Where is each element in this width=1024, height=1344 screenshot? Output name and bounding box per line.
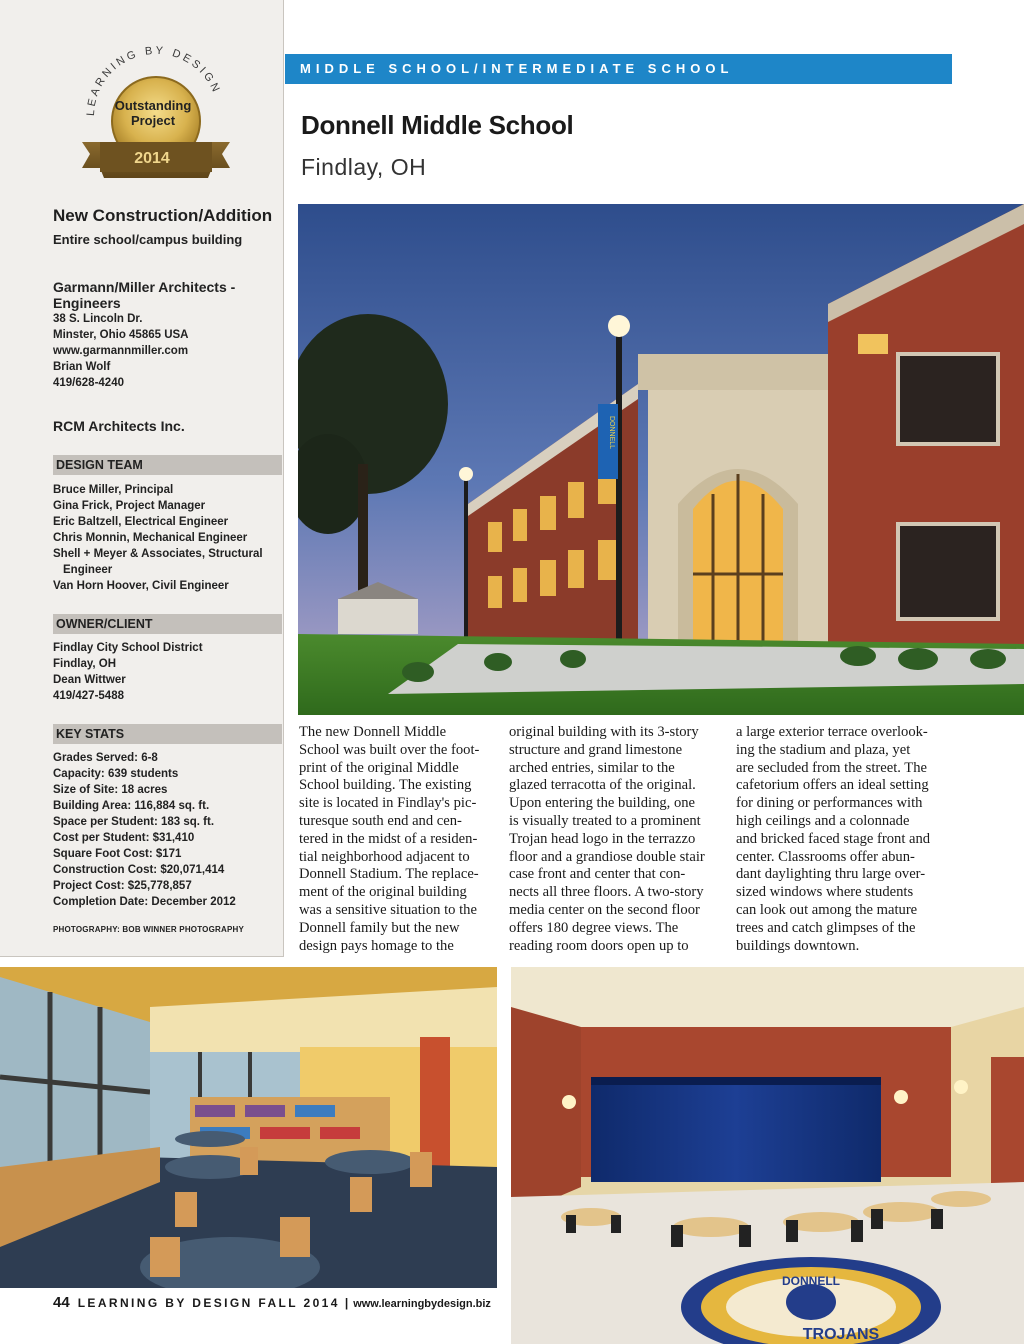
owner-line: Findlay, OH bbox=[53, 658, 117, 670]
key-stat: Cost per Student: $31,410 bbox=[53, 832, 195, 844]
second-firm-name: RCM Architects Inc. bbox=[53, 418, 185, 434]
badge-label-line1: Outstanding bbox=[114, 98, 192, 113]
floor-logo-text-top: DONNELL bbox=[782, 1274, 840, 1288]
architect-address: 38 S. Lincoln Dr. bbox=[53, 313, 143, 325]
owner-line: Dean Wittwer bbox=[53, 674, 126, 686]
page-subtitle-location: Findlay, OH bbox=[301, 154, 427, 180]
second-firm bbox=[53, 418, 281, 434]
owner-client-heading: OWNER/CLIENT bbox=[53, 614, 282, 634]
key-stat: Grades Served: 6-8 bbox=[53, 752, 158, 764]
key-stat: Building Area: 116,884 sq. ft. bbox=[53, 800, 210, 812]
cafetorium-photo bbox=[511, 967, 1024, 1344]
subcategory-label: Entire school/campus building bbox=[53, 232, 243, 247]
library-photo bbox=[0, 967, 497, 1288]
design-team-member: Van Horn Hoover, Civil Engineer bbox=[53, 580, 229, 592]
architect-info bbox=[53, 279, 281, 391]
design-team-member: Eric Baltzell, Electrical Engineer bbox=[53, 516, 229, 528]
architect-phone: 419/628-4240 bbox=[53, 377, 124, 389]
architect-website: www.garmannmiller.com bbox=[53, 345, 189, 357]
design-team-member: Shell + Meyer & Associates, Structural bbox=[53, 548, 263, 560]
article-column-1: The new Donnell Middle School was built over the foot- print of the original Middle School building. The existing site is located in Findlay's pic- turesque south end and cen- tered in the midst of a residen- tial neighborhood adjacent to Donnell Stadium. The replace- ment of the original building was a sensitive situation to the Donnell family but the new design pays homage to the bbox=[299, 724, 480, 954]
architect-name-line2: Engineers bbox=[53, 295, 121, 311]
category-banner: MIDDLE SCHOOL/INTERMEDIATE SCHOOL bbox=[285, 54, 952, 84]
design-team-list bbox=[53, 482, 281, 594]
key-stat: Size of Site: 18 acres bbox=[53, 784, 168, 796]
key-stat: Construction Cost: $20,071,414 bbox=[53, 864, 225, 876]
key-stats-heading: KEY STATS bbox=[53, 724, 282, 744]
key-stat: Capacity: 639 students bbox=[53, 768, 179, 780]
outstanding-project-badge bbox=[70, 36, 240, 186]
key-stats-list bbox=[53, 750, 281, 910]
photo-credit: PHOTOGRAPHY: BOB WINNER PHOTOGRAPHY bbox=[53, 925, 245, 934]
page-number: 44 bbox=[53, 1294, 70, 1311]
architect-city: Minster, Ohio 45865 USA bbox=[53, 329, 189, 341]
design-team-member: Gina Frick, Project Manager bbox=[53, 500, 206, 512]
article-column-2: original building with its 3-story structure and grand limestone arched entries, similar to the glazed terracotta of the original. Upon entering the building, one is visually treated to a prominent Trojan head logo in the terrazzo floor and a grandiose double stair case front and center that con- nects all three floors. A two-story media center on the second floor offers 180 degree views. The reading room doors open up to bbox=[509, 724, 705, 954]
footer-separator: | bbox=[344, 1296, 349, 1310]
magazine-issue: LEARNING BY DESIGN FALL 2014 bbox=[77, 1296, 340, 1310]
owner-line: Findlay City School District bbox=[53, 642, 203, 654]
category-label: New Construction/Addition bbox=[53, 206, 273, 225]
floor-logo-text: TROJANS bbox=[802, 1326, 880, 1343]
banner-text: DONNELL bbox=[608, 416, 615, 450]
page-footer bbox=[53, 1294, 491, 1311]
design-team-member: Engineer bbox=[63, 564, 113, 576]
key-stat: Project Cost: $25,778,857 bbox=[53, 880, 192, 892]
sidebar bbox=[0, 0, 284, 957]
key-stat: Square Foot Cost: $171 bbox=[53, 848, 182, 860]
badge-year: 2014 bbox=[134, 150, 170, 167]
article-column-3: a large exterior terrace overlook- ing the stadium and plaza, yet are secluded from the street. The cafetorium offers an ideal setting for dining or performances with high ceilings and a colonnade and bricked faced stage front and center. Classrooms offer abun- dant daylighting thru large over- sized windows where students can look out among the mature trees and catch glimpses of the buildings downtown. bbox=[736, 724, 931, 954]
owner-client-list bbox=[53, 640, 281, 704]
architect-contact: Brian Wolf bbox=[53, 361, 111, 373]
key-stat: Space per Student: 183 sq. ft. bbox=[53, 816, 215, 828]
project-category bbox=[53, 206, 281, 248]
design-team-heading: DESIGN TEAM bbox=[53, 455, 282, 475]
key-stat: Completion Date: December 2012 bbox=[53, 896, 236, 908]
page-title: Donnell Middle School bbox=[301, 110, 574, 140]
owner-line: 419/427-5488 bbox=[53, 690, 124, 702]
magazine-website: www.learningbydesign.biz bbox=[353, 1298, 491, 1310]
badge-arc-text: LEARNING BY DESIGN bbox=[84, 44, 223, 117]
design-team-member: Chris Monnin, Mechanical Engineer bbox=[53, 532, 248, 544]
badge-label-line2: Project bbox=[130, 113, 176, 128]
exterior-photo bbox=[298, 204, 1024, 715]
architect-name-line1: Garmann/Miller Architects - bbox=[53, 279, 236, 295]
design-team-member: Bruce Miller, Principal bbox=[53, 484, 174, 496]
